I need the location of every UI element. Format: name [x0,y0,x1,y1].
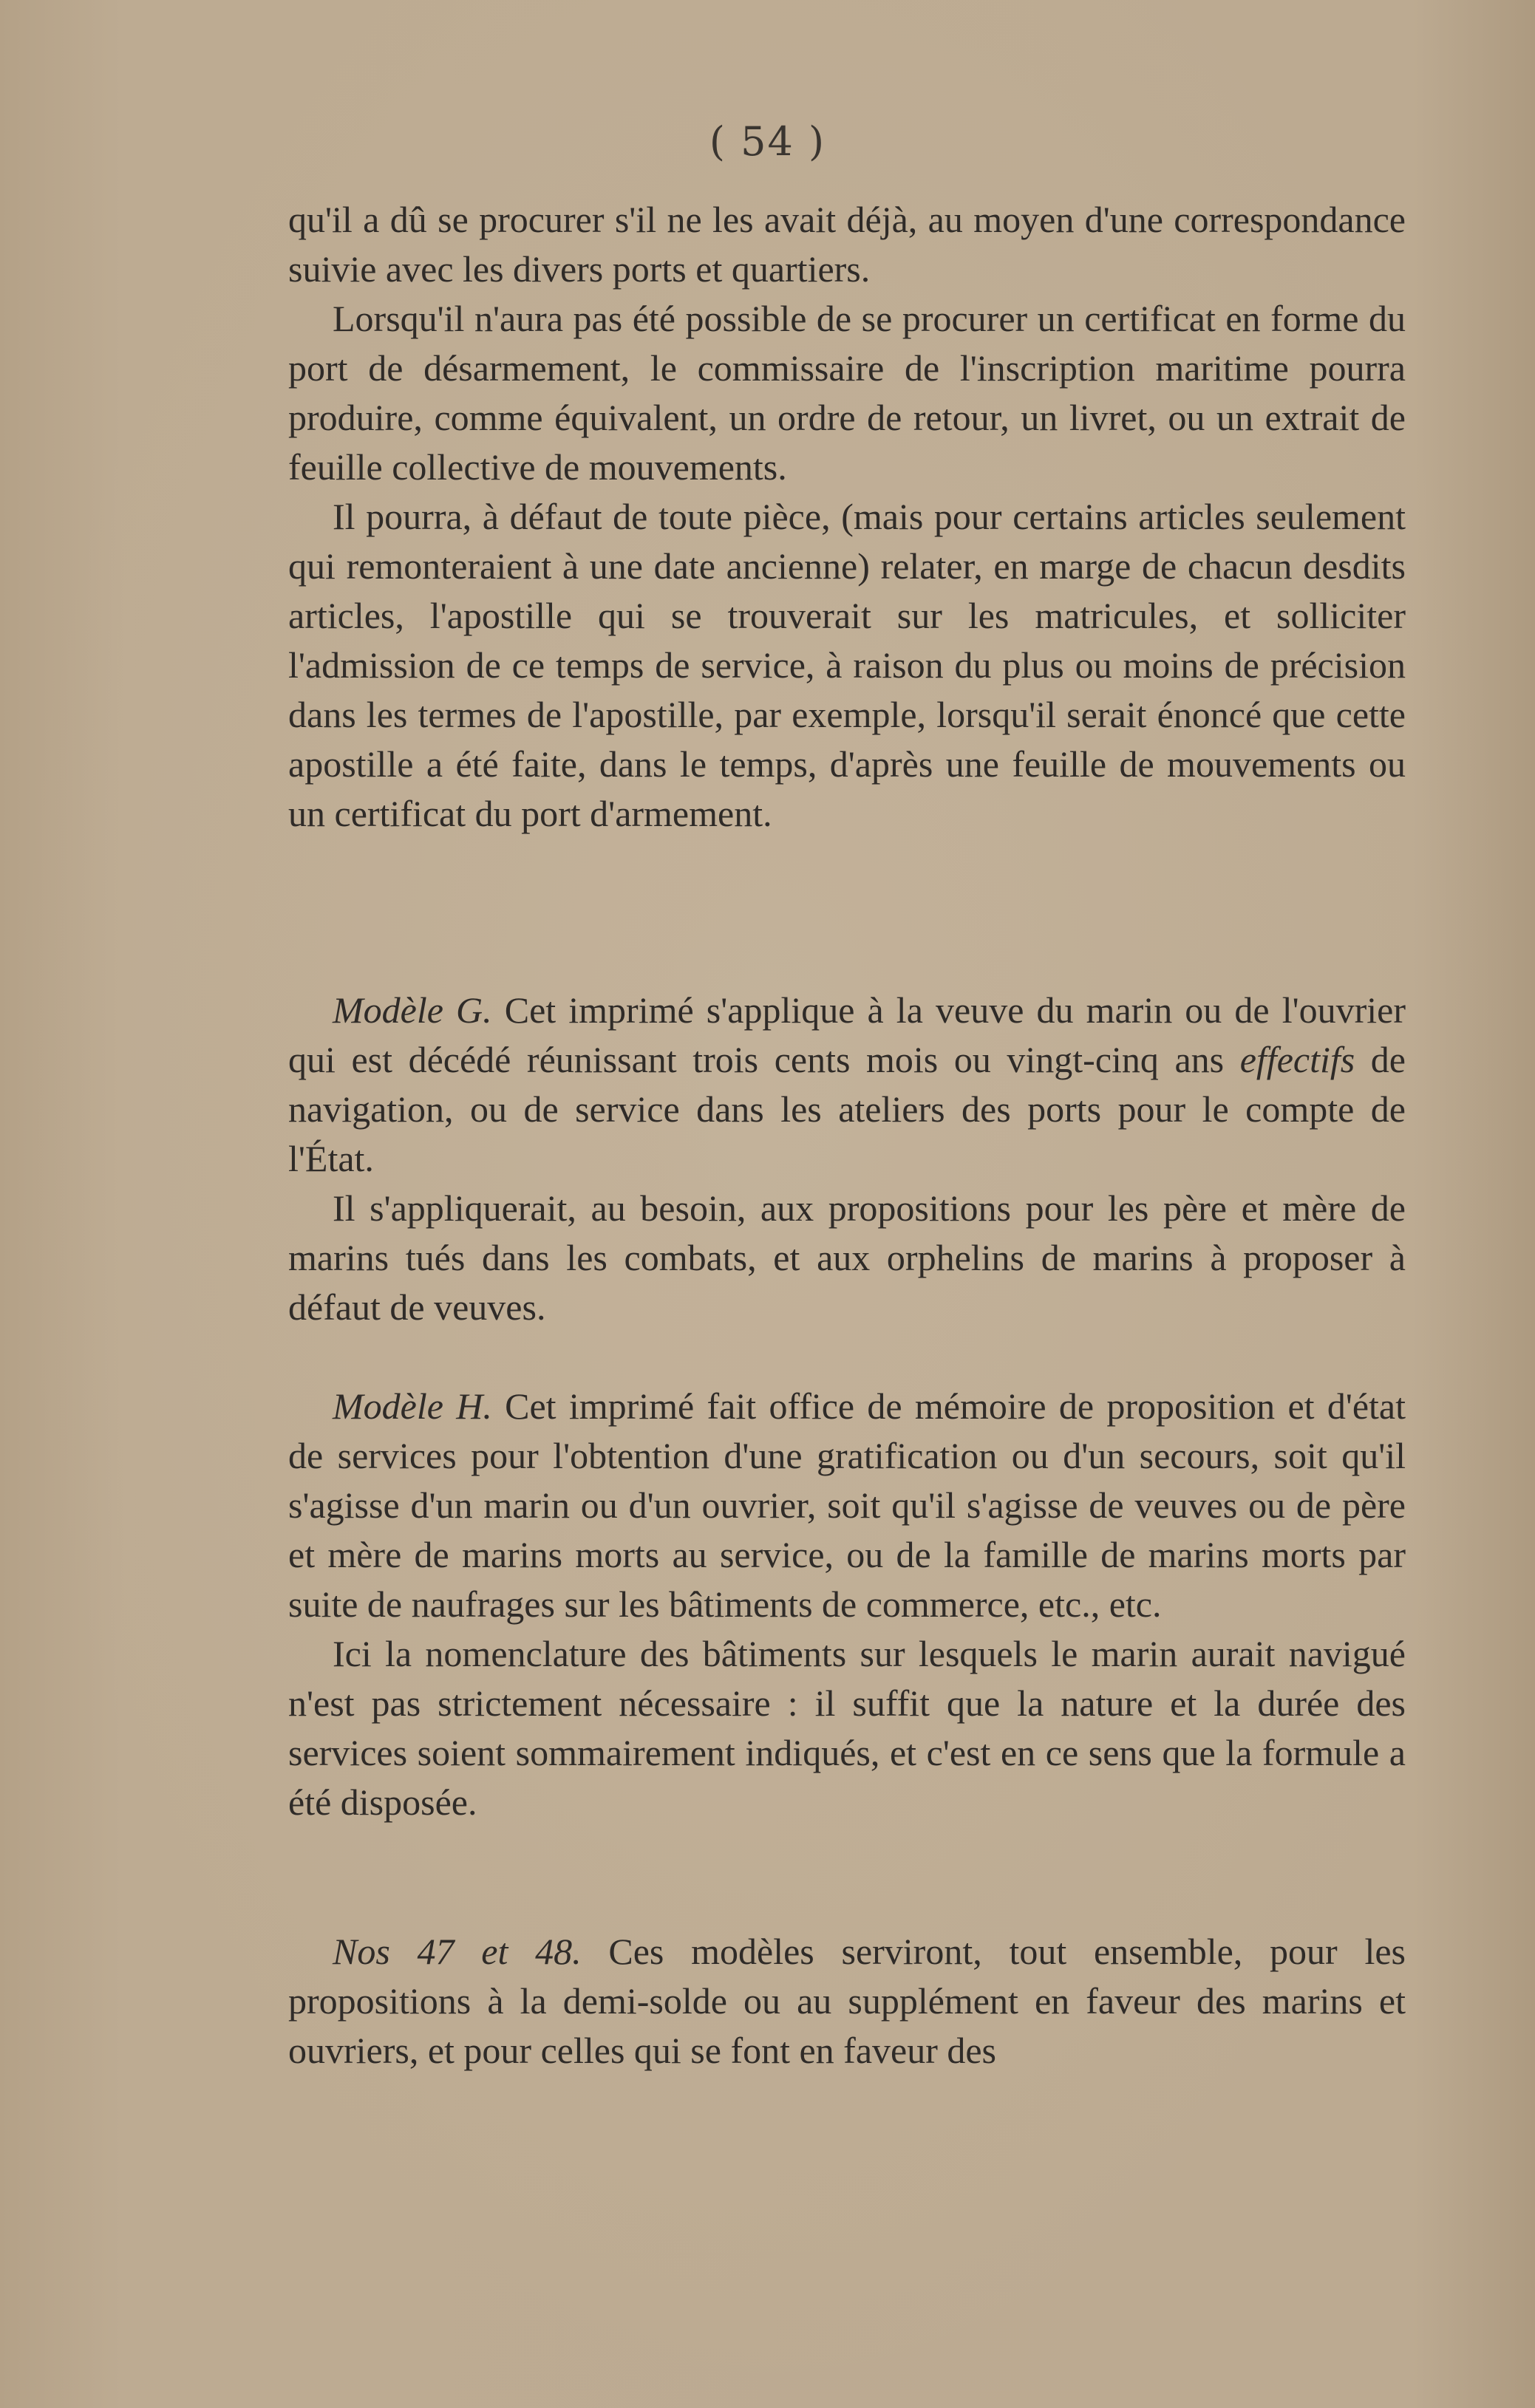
nos-47-48-heading: Nos 47 et 48. [333,1931,582,1972]
paragraph-modele-h [288,1382,1406,1629]
nos-47-48-text: Ces modèles serviront, tout ensemble, pour les propositions à la demi-solde ou au supplément en faveur des marins et ouvriers, et pour celles qui se font en faveur des [288,1931,1406,2071]
text-section-modele-h [288,1382,1406,1827]
modele-h-text: Cet imprimé fait office de mémoire de proposition et d'état de services pour l'obtention d'une gratification ou d'un secours, soit qu'il s'agisse d'un marin ou d'un ouvrier, soit qu'il s'agisse de veuves ou de père et mère de marins morts au service, ou de la famille de marins morts par suite de naufrages sur les bâtiments de commerce, etc., etc. [288,1385,1406,1625]
paragraph-7: Ici la nomenclature des bâtiments sur lesquels le marin aurait navigué n'est pas strictement nécessaire : il suffit que la nature et la durée des services soient sommairement indiqués, et c'est en ce sens que la formule a été disposée. [288,1633,1406,1823]
modele-g-heading: Modèle G. [333,989,492,1031]
paragraph-2: Lorsqu'il n'aura pas été possible de se procurer un certificat en forme du port de désarmement, le commissaire de l'inscription maritime pourra produire, comme équivalent, un ordre de retour, un livret, ou un extrait de feuille collective de mouvements. [288,298,1406,488]
text-section-1 [288,195,1406,839]
text-section-nos-47-48 [288,1927,1406,2076]
page-number: ( 54 ) [709,118,826,165]
paragraph-5: Il s'appliquerait, au besoin, aux propositions pour les père et mère de marins tués dans les combats, et aux orphelins de marins à proposer à défaut de veuves. [288,1187,1406,1328]
text-section-modele-g [288,986,1406,1332]
paragraph-nos-47-48 [288,1927,1406,2076]
paragraph-modele-g [288,986,1406,1184]
modele-g-text-b: de navigation, ou de service dans les ateliers des ports pour le compte de l'État. [288,1039,1406,1179]
paragraph-1: qu'il a dû se procurer s'il ne les avait déjà, au moyen d'une correspondance suivie avec les divers ports et quartiers. [288,199,1406,290]
paragraph-3: Il pourra, à défaut de toute pièce, (mais pour certains articles seulement qui remonteraient à une date ancienne) relater, en marge de chacun desdits articles, l'apostille qui se trouverait sur les matricules, et solliciter l'admission de ce temps de service, à raison du plus ou moins de précision dans les termes de l'apostille, par exemple, lorsqu'il serait énoncé que cette apostille a été faite, dans le temps, d'après une feuille de mouvements ou un certificat du port d'armement. [288,496,1406,834]
modele-g-text-a: Cet imprimé s'applique à la veuve du marin ou de l'ouvrier qui est décédé réunissant trois cents mois ou vingt-cinq ans [288,989,1406,1080]
modele-g-italic-word: effectifs [1239,1039,1355,1080]
modele-h-heading: Modèle H. [333,1385,492,1427]
